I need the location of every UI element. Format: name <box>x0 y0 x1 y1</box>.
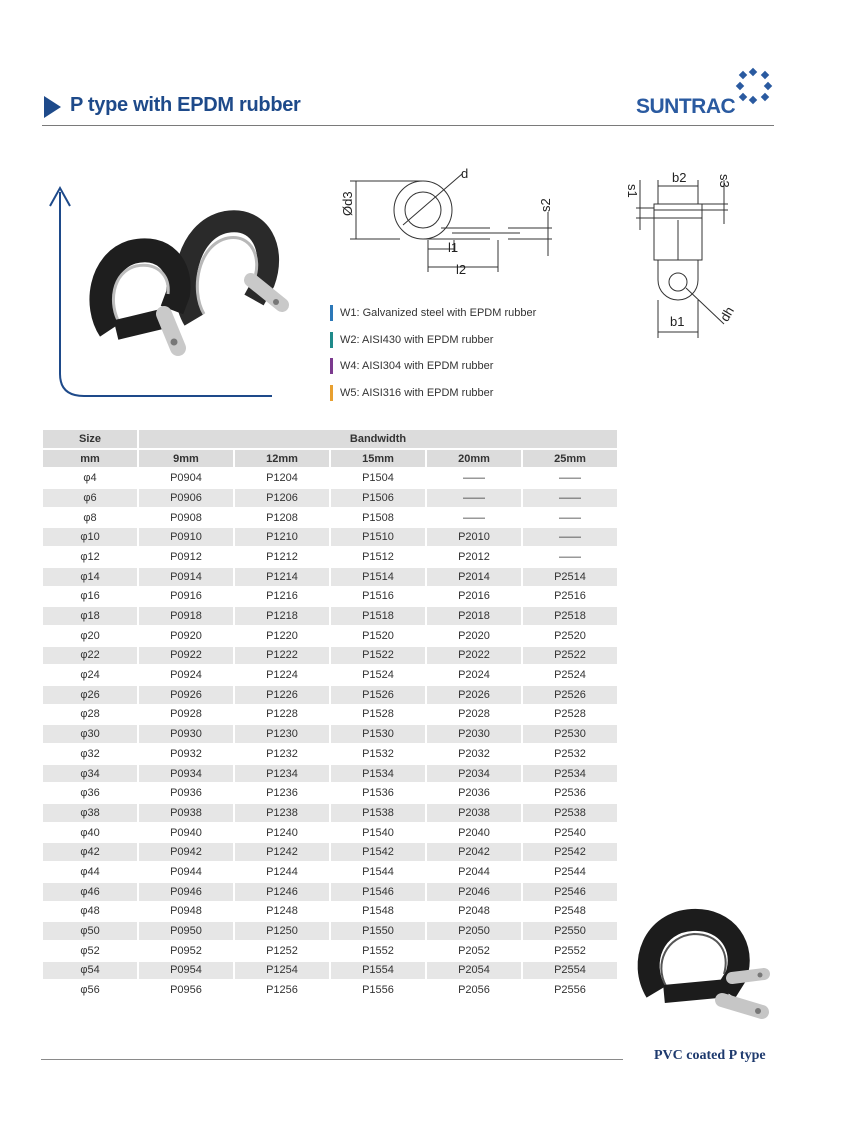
part-number-cell: P0948 <box>139 903 233 921</box>
part-number-cell: P1516 <box>331 588 425 606</box>
table-row <box>43 607 617 625</box>
part-number-cell: P2556 <box>523 981 617 999</box>
part-number-cell: P2040 <box>427 824 521 842</box>
part-number-cell: P2518 <box>523 607 617 625</box>
part-number-cell: P2022 <box>427 647 521 665</box>
part-number-cell: P2550 <box>523 922 617 940</box>
part-number-cell: P2530 <box>523 725 617 743</box>
legend-item-w4 <box>330 353 536 380</box>
size-cell: φ26 <box>43 686 137 704</box>
part-number-cell: P0930 <box>139 725 233 743</box>
part-number-cell: P1226 <box>235 686 329 704</box>
label-l2: l2 <box>456 262 467 277</box>
part-number-cell: P0946 <box>139 883 233 901</box>
part-number-cell: P2548 <box>523 903 617 921</box>
part-number-cell: P2012 <box>427 548 521 566</box>
header-cell: 9mm <box>139 450 233 468</box>
part-number-cell: P0932 <box>139 745 233 763</box>
epdm-clamps-photo <box>86 210 296 360</box>
part-number-cell: P0938 <box>139 804 233 822</box>
part-number-cell: P0910 <box>139 528 233 546</box>
part-number-cell: P1236 <box>235 784 329 802</box>
part-number-cell: P2050 <box>427 922 521 940</box>
part-number-cell: P0944 <box>139 863 233 881</box>
size-cell: φ30 <box>43 725 137 743</box>
table-row <box>43 528 617 546</box>
part-number-cell: P1536 <box>331 784 425 802</box>
label-d: d <box>461 166 469 181</box>
header-cell: 15mm <box>331 450 425 468</box>
table-row <box>43 784 617 802</box>
part-number-cell: P1514 <box>331 568 425 586</box>
table-row <box>43 843 617 861</box>
part-number-cell: P2528 <box>523 706 617 724</box>
table-header-row-2 <box>43 450 617 468</box>
table-row <box>43 568 617 586</box>
legend-item-w1 <box>330 300 536 327</box>
part-number-cell: P1538 <box>331 804 425 822</box>
part-number-cell: P0916 <box>139 588 233 606</box>
table-row <box>43 588 617 606</box>
part-number-cell: P0940 <box>139 824 233 842</box>
part-number-cell: P1504 <box>331 469 425 487</box>
part-number-cell: P1230 <box>235 725 329 743</box>
size-cell: φ18 <box>43 607 137 625</box>
part-number-cell: P2010 <box>427 528 521 546</box>
part-number-cell: P2546 <box>523 883 617 901</box>
part-number-cell: P0952 <box>139 942 233 960</box>
part-number-cell: P1528 <box>331 706 425 724</box>
part-number-table <box>41 428 619 1001</box>
part-number-cell: P0914 <box>139 568 233 586</box>
part-number-cell: P1522 <box>331 647 425 665</box>
size-cell: φ44 <box>43 863 137 881</box>
part-number-cell: P1548 <box>331 903 425 921</box>
part-number-cell: P1506 <box>331 489 425 507</box>
size-cell: φ16 <box>43 588 137 606</box>
part-number-cell: P0908 <box>139 509 233 527</box>
label-d3: Ød3 <box>340 191 355 216</box>
label-b1: b1 <box>670 314 685 329</box>
part-number-cell: P2028 <box>427 706 521 724</box>
part-number-cell: P0956 <box>139 981 233 999</box>
table-row <box>43 981 617 999</box>
part-number-cell: P1208 <box>235 509 329 527</box>
table-row <box>43 627 617 645</box>
label-s2: s2 <box>538 198 553 212</box>
pvc-clamp-photo <box>636 912 776 1032</box>
part-number-cell: P1244 <box>235 863 329 881</box>
label-b2: b2 <box>672 170 687 185</box>
legend-item-w2 <box>330 327 536 354</box>
part-number-cell: P1554 <box>331 962 425 980</box>
part-number-cell: P0918 <box>139 607 233 625</box>
table-row <box>43 863 617 881</box>
size-cell: φ4 <box>43 469 137 487</box>
part-number-cell: P1234 <box>235 765 329 783</box>
table-header-row-1 <box>43 430 617 448</box>
part-number-cell: P1512 <box>331 548 425 566</box>
part-number-cell: P0904 <box>139 469 233 487</box>
label-l1: l1 <box>448 240 459 255</box>
size-cell: φ56 <box>43 981 137 999</box>
part-number-cell: P2018 <box>427 607 521 625</box>
part-number-cell: P1220 <box>235 627 329 645</box>
size-cell: φ32 <box>43 745 137 763</box>
part-number-cell: P1546 <box>331 883 425 901</box>
part-number-cell: P2520 <box>523 627 617 645</box>
legend-swatch <box>330 385 333 401</box>
header-cell: 12mm <box>235 450 329 468</box>
part-number-cell: P1246 <box>235 883 329 901</box>
part-number-cell: P2054 <box>427 962 521 980</box>
part-number-cell: P1214 <box>235 568 329 586</box>
part-number-cell: P1556 <box>331 981 425 999</box>
table-row <box>43 765 617 783</box>
part-number-cell: P1540 <box>331 824 425 842</box>
part-number-cell: P0906 <box>139 489 233 507</box>
part-number-cell: P1218 <box>235 607 329 625</box>
part-number-cell: —— <box>523 509 617 527</box>
table-row <box>43 903 617 921</box>
part-number-cell: P2544 <box>523 863 617 881</box>
table-row <box>43 942 617 960</box>
part-number-cell: P2038 <box>427 804 521 822</box>
size-cell: φ6 <box>43 489 137 507</box>
part-number-cell: P1256 <box>235 981 329 999</box>
legend-text: W1: Galvanized steel with EPDM rubber <box>340 307 537 320</box>
size-cell: φ48 <box>43 903 137 921</box>
part-number-cell: P1510 <box>331 528 425 546</box>
part-number-cell: P2514 <box>523 568 617 586</box>
label-dh: dh <box>716 303 738 324</box>
part-number-cell: P1534 <box>331 765 425 783</box>
part-number-cell: —— <box>427 489 521 507</box>
part-number-cell: P2056 <box>427 981 521 999</box>
size-cell: φ38 <box>43 804 137 822</box>
legend-swatch <box>330 358 333 374</box>
part-number-cell: P1250 <box>235 922 329 940</box>
part-number-cell: P2542 <box>523 843 617 861</box>
part-number-cell: P2552 <box>523 942 617 960</box>
part-number-cell: P1542 <box>331 843 425 861</box>
size-cell: φ14 <box>43 568 137 586</box>
size-cell: φ42 <box>43 843 137 861</box>
part-number-cell: P1242 <box>235 843 329 861</box>
size-cell: φ40 <box>43 824 137 842</box>
table-bottom-rule <box>41 1059 623 1060</box>
table-row <box>43 962 617 980</box>
size-cell: φ12 <box>43 548 137 566</box>
part-number-cell: P2536 <box>523 784 617 802</box>
part-number-cell: P0924 <box>139 666 233 684</box>
part-number-cell: P0942 <box>139 843 233 861</box>
part-number-cell: P1532 <box>331 745 425 763</box>
part-number-cell: P1508 <box>331 509 425 527</box>
table-row <box>43 883 617 901</box>
part-number-cell: P1228 <box>235 706 329 724</box>
part-number-cell: P2554 <box>523 962 617 980</box>
part-number-cell: P2522 <box>523 647 617 665</box>
header-cell: 25mm <box>523 450 617 468</box>
part-number-cell: P1204 <box>235 469 329 487</box>
part-number-cell: P1544 <box>331 863 425 881</box>
brand-name: SUNTRAC <box>636 95 736 118</box>
legend-text: W5: AISI316 with EPDM rubber <box>340 386 494 399</box>
part-number-cell: P2030 <box>427 725 521 743</box>
part-number-cell: P1254 <box>235 962 329 980</box>
size-cell: φ50 <box>43 922 137 940</box>
pvc-caption: PVC coated P type <box>654 1048 766 1063</box>
part-number-cell: —— <box>523 469 617 487</box>
part-number-cell: —— <box>427 469 521 487</box>
header-size: Size <box>43 430 137 448</box>
table-row <box>43 647 617 665</box>
header-cell: 20mm <box>427 450 521 468</box>
brand-logo-icon <box>734 66 776 108</box>
title-arrow-icon <box>44 96 61 118</box>
size-cell: φ36 <box>43 784 137 802</box>
material-legend <box>330 300 536 406</box>
size-cell: φ20 <box>43 627 137 645</box>
part-number-cell: P0922 <box>139 647 233 665</box>
part-number-cell: P1224 <box>235 666 329 684</box>
part-number-cell: P1530 <box>331 725 425 743</box>
legend-item-w5 <box>330 380 536 407</box>
part-number-cell: P1252 <box>235 942 329 960</box>
part-number-cell: P2024 <box>427 666 521 684</box>
table-row <box>43 725 617 743</box>
header-bandwidth: Bandwidth <box>139 430 617 448</box>
part-number-cell: P0934 <box>139 765 233 783</box>
legend-swatch <box>330 332 333 348</box>
part-number-cell: P1552 <box>331 942 425 960</box>
part-number-cell: P0950 <box>139 922 233 940</box>
table-row <box>43 706 617 724</box>
part-number-cell: P2042 <box>427 843 521 861</box>
table-row <box>43 509 617 527</box>
part-number-cell: P1240 <box>235 824 329 842</box>
label-s3: s3 <box>717 174 732 188</box>
size-cell: φ34 <box>43 765 137 783</box>
size-cell: φ52 <box>43 942 137 960</box>
size-cell: φ22 <box>43 647 137 665</box>
part-number-cell: P1526 <box>331 686 425 704</box>
part-number-cell: P2516 <box>523 588 617 606</box>
table-row <box>43 469 617 487</box>
legend-text: W4: AISI304 with EPDM rubber <box>340 360 494 373</box>
size-cell: φ8 <box>43 509 137 527</box>
part-number-cell: P0912 <box>139 548 233 566</box>
part-number-cell: —— <box>427 509 521 527</box>
page-title: P type with EPDM rubber <box>70 94 301 116</box>
part-number-cell: P2538 <box>523 804 617 822</box>
legend-text: W2: AISI430 with EPDM rubber <box>340 333 494 346</box>
part-number-cell: P2046 <box>427 883 521 901</box>
size-cell: φ54 <box>43 962 137 980</box>
part-number-cell: P0926 <box>139 686 233 704</box>
part-number-cell: P1248 <box>235 903 329 921</box>
part-number-cell: P2052 <box>427 942 521 960</box>
label-s1: s1 <box>625 184 640 198</box>
part-number-cell: P2020 <box>427 627 521 645</box>
part-number-cell: P1238 <box>235 804 329 822</box>
front-view-drawing <box>625 160 738 340</box>
part-number-cell: —— <box>523 489 617 507</box>
part-number-cell: P1206 <box>235 489 329 507</box>
size-cell: φ24 <box>43 666 137 684</box>
header-cell: mm <box>43 450 137 468</box>
part-number-cell: P0936 <box>139 784 233 802</box>
part-number-cell: P0928 <box>139 706 233 724</box>
table-row <box>43 922 617 940</box>
table-row <box>43 824 617 842</box>
part-number-cell: P2044 <box>427 863 521 881</box>
part-number-cell: P1212 <box>235 548 329 566</box>
table-row <box>43 489 617 507</box>
part-number-cell: P1222 <box>235 647 329 665</box>
table-row <box>43 686 617 704</box>
part-number-cell: P1232 <box>235 745 329 763</box>
side-view-drawing <box>330 160 560 290</box>
part-number-cell: —— <box>523 528 617 546</box>
part-number-cell: P2016 <box>427 588 521 606</box>
part-number-cell: P1520 <box>331 627 425 645</box>
part-number-cell: P2032 <box>427 745 521 763</box>
part-number-cell: —— <box>523 548 617 566</box>
part-number-cell: P0920 <box>139 627 233 645</box>
part-number-cell: P0954 <box>139 962 233 980</box>
part-number-cell: P2534 <box>523 765 617 783</box>
part-number-cell: P2532 <box>523 745 617 763</box>
part-number-cell: P1524 <box>331 666 425 684</box>
table-row <box>43 548 617 566</box>
part-number-cell: P2048 <box>427 903 521 921</box>
table-row <box>43 666 617 684</box>
part-number-cell: P2034 <box>427 765 521 783</box>
size-cell: φ46 <box>43 883 137 901</box>
size-cell: φ28 <box>43 706 137 724</box>
part-number-cell: P1550 <box>331 922 425 940</box>
part-number-cell: P1216 <box>235 588 329 606</box>
legend-swatch <box>330 305 333 321</box>
part-number-cell: P1210 <box>235 528 329 546</box>
part-number-cell: P2036 <box>427 784 521 802</box>
part-number-cell: P2014 <box>427 568 521 586</box>
part-number-cell: P1518 <box>331 607 425 625</box>
part-number-cell: P2540 <box>523 824 617 842</box>
size-cell: φ10 <box>43 528 137 546</box>
header-divider <box>42 125 774 126</box>
part-number-cell: P2524 <box>523 666 617 684</box>
part-number-cell: P2026 <box>427 686 521 704</box>
table-row <box>43 745 617 763</box>
table-row <box>43 804 617 822</box>
part-number-cell: P2526 <box>523 686 617 704</box>
